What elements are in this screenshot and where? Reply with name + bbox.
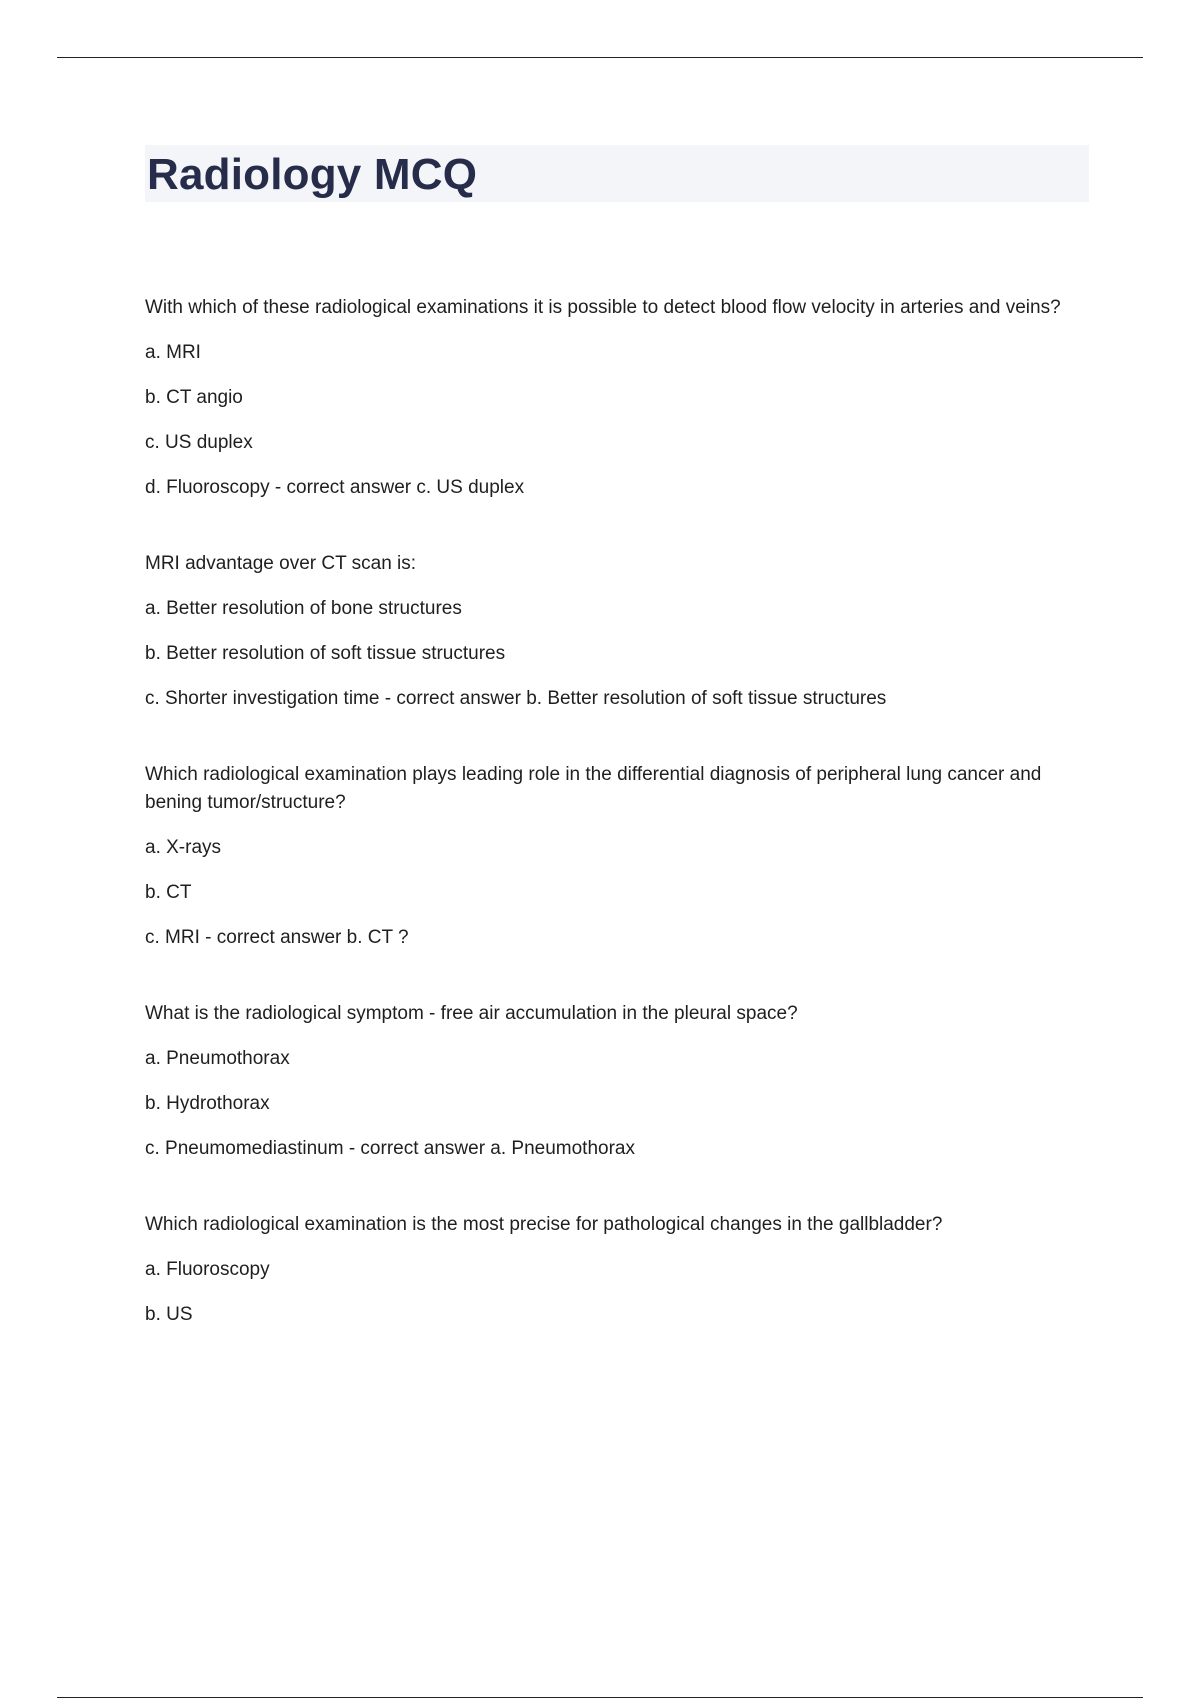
question-text: Which radiological examination is the most precise for pathological changes in the gallbladder? bbox=[145, 1214, 943, 1235]
question-block bbox=[145, 1000, 1089, 1163]
answer-option: a. Better resolution of bone structures bbox=[145, 598, 462, 619]
top-divider bbox=[57, 57, 1143, 58]
answer-option: b. CT bbox=[145, 882, 192, 903]
question-text: Which radiological examination plays leading role in the differential diagnosis of peripheral lung cancer and bening tumor/structure? bbox=[145, 764, 1042, 813]
answer-option: a. X-rays bbox=[145, 837, 222, 858]
answer-option: b. Better resolution of soft tissue structures bbox=[145, 643, 506, 664]
title-banner bbox=[145, 145, 1089, 202]
question-text: MRI advantage over CT scan is: bbox=[145, 553, 417, 574]
question-text: What is the radiological symptom - free air accumulation in the pleural space? bbox=[145, 1003, 798, 1024]
question-list bbox=[145, 294, 1089, 1329]
bottom-divider bbox=[57, 1697, 1143, 1698]
answer-option: c. MRI - correct answer b. CT ? bbox=[145, 927, 409, 948]
answer-option: a. Pneumothorax bbox=[145, 1048, 290, 1069]
answer-option: d. Fluoroscopy - correct answer c. US duplex bbox=[145, 477, 525, 498]
question-text: With which of these radiological examinations it is possible to detect blood flow velocity in arteries and veins? bbox=[145, 297, 1061, 318]
question-block bbox=[145, 1211, 1089, 1329]
question-block bbox=[145, 550, 1089, 713]
document-body bbox=[145, 145, 1089, 1377]
answer-option: a. MRI bbox=[145, 342, 201, 363]
answer-option: c. Pneumomediastinum - correct answer a. Pneumothorax bbox=[145, 1138, 635, 1159]
question-block bbox=[145, 761, 1089, 952]
answer-option: a. Fluoroscopy bbox=[145, 1259, 270, 1280]
answer-option: b. US bbox=[145, 1304, 193, 1325]
answer-option: b. CT angio bbox=[145, 387, 243, 408]
document-title: Radiology MCQ bbox=[147, 149, 478, 199]
answer-option: c. Shorter investigation time - correct answer b. Better resolution of soft tissue structures bbox=[145, 688, 887, 709]
answer-option: b. Hydrothorax bbox=[145, 1093, 270, 1114]
answer-option: c. US duplex bbox=[145, 432, 253, 453]
question-block bbox=[145, 294, 1089, 502]
